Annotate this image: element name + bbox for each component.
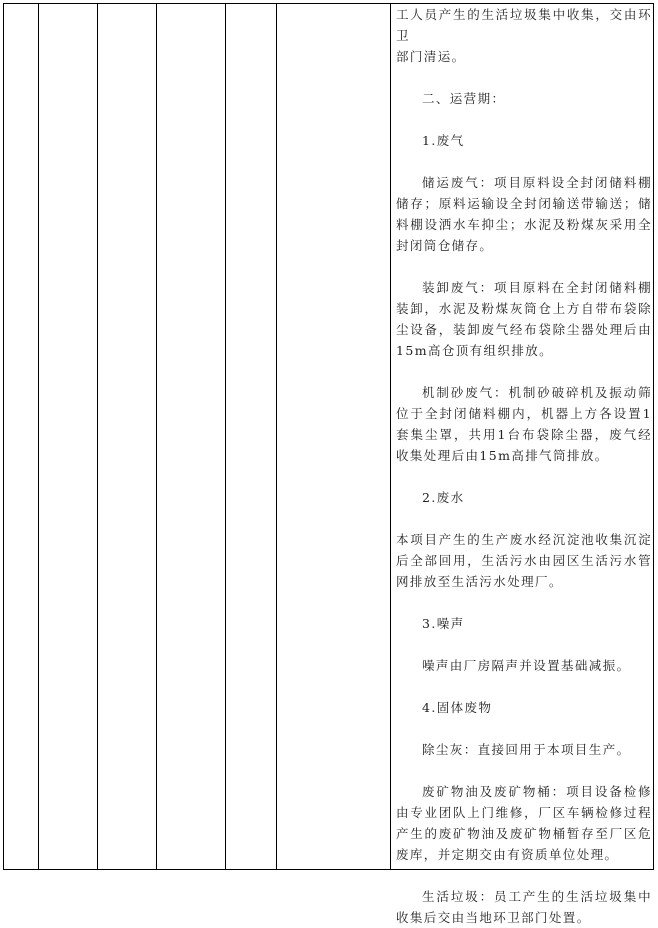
construction-garbage-line-2: 部门清运。 (396, 49, 466, 64)
column-divider-4 (225, 4, 226, 869)
solid-waste-heading: 4.固体废物 (422, 700, 493, 715)
domestic-garbage-paragraph: 生活垃圾：员工产生的生活垃圾集中收集后交由当地环卫部门处置。 (396, 889, 652, 925)
dust-paragraph: 除尘灰：直接回用于本项目生产。 (422, 742, 631, 757)
waste-water-paragraph: 本项目产生的生产废水经沉淀池收集沉淀后全部回用，生活污水由园区生活污水管网排放至生活污水处理厂。 (396, 532, 652, 589)
waste-gas-heading: 1.废气 (422, 133, 465, 148)
sand-gas-paragraph: 机制砂废气：机制砂破碎机及振动筛位于全封闭储料棚内，机器上方各设置1套集尘罩，共用1台布袋除尘器，废气经收集处理后由15m高排气筒排放。 (396, 385, 652, 463)
column-divider-6 (390, 4, 391, 869)
column-divider-1 (38, 4, 39, 869)
table-frame (3, 3, 654, 925)
column-divider-2 (97, 4, 98, 869)
noise-paragraph: 噪声由厂房隔声并设置基础减振。 (422, 658, 631, 673)
waste-oil-paragraph: 废矿物油及废矿物桶：项目设备检修由专业团队上门维修，厂区车辆检修过程产生的废矿物油及废矿物桶暂存至厂区危废库，并定期交由有资质单位处理。 (396, 784, 652, 862)
waste-water-heading: 2.废水 (422, 490, 465, 505)
construction-garbage-line-1: 工人员产生的生活垃圾集中收集，交由环卫 (396, 7, 652, 43)
measures-text-cell (394, 4, 652, 925)
operation-period-heading: 二、运营期： (422, 91, 506, 106)
column-divider-5 (276, 4, 277, 869)
column-divider-3 (156, 4, 157, 869)
storage-gas-paragraph: 储运废气：项目原料设全封闭储料棚储存；原料运输设全封闭输送带输送；储料棚设洒水车抑尘；水泥及粉煤灰采用全封闭筒仓储存。 (396, 175, 652, 253)
unloading-gas-paragraph: 装卸废气：项目原料在全封闭储料棚装卸，水泥及粉煤灰筒仓上方自带布袋除尘设备，装卸废气经布袋除尘器处理后由15m高仓顶有组织排放。 (396, 280, 652, 358)
noise-heading: 3.噪声 (422, 616, 465, 631)
